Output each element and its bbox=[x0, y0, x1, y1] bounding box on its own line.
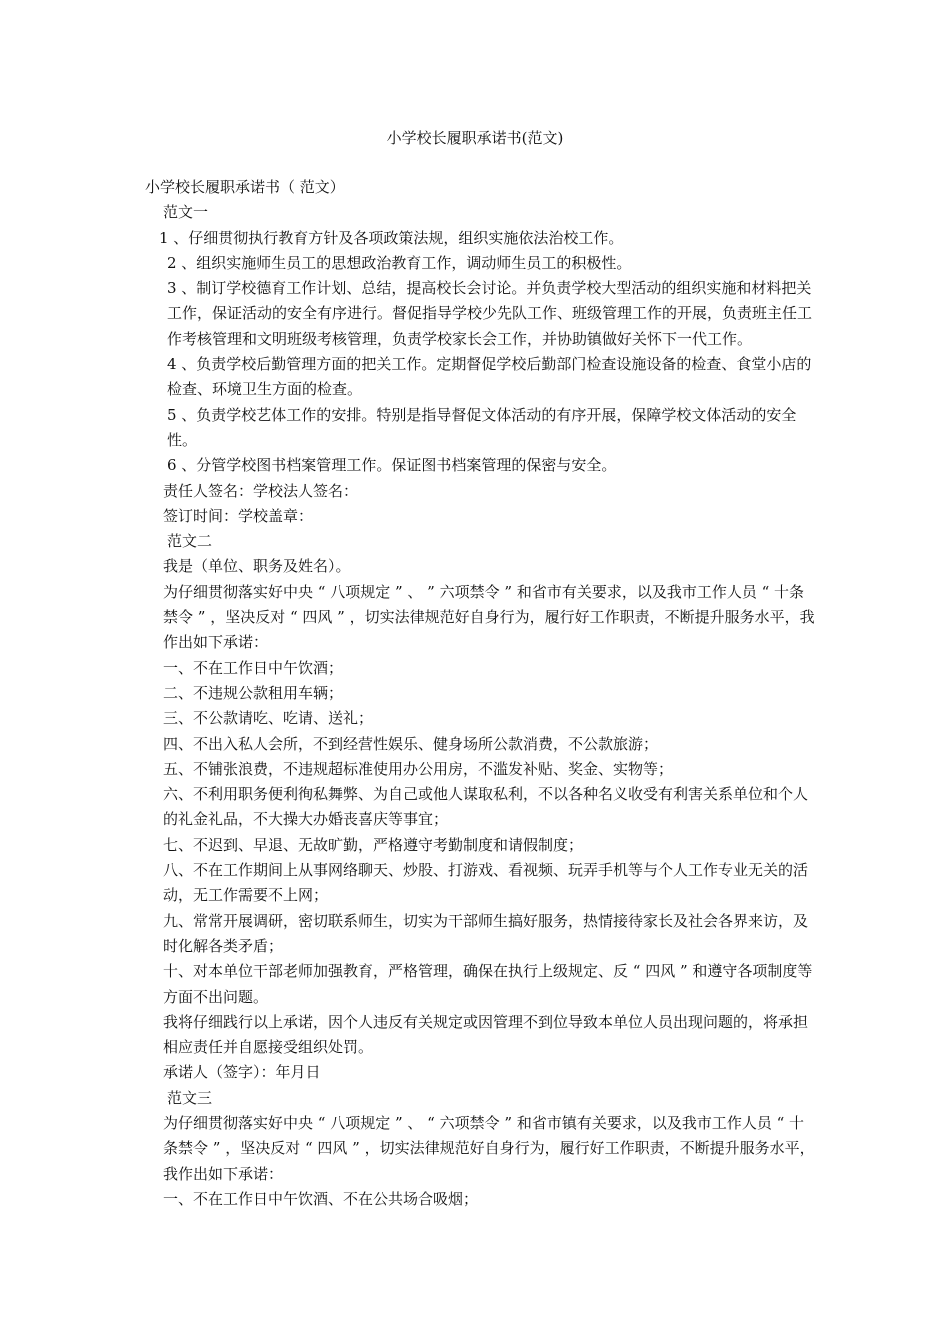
list-item: 八、不在工作期间上从事网络聊天、炒股、打游戏、看视频、玩弄手机等与个人工作专业无关的活动，无工作需要不上网； bbox=[163, 861, 809, 905]
list-item: 六、不利用职务便利徇私舞弊、为自己或他人谋取私利，不以各种名义收受有利害关系单位和个人的礼金礼品，不大操大办婚丧喜庆等事宜； bbox=[163, 785, 809, 829]
signature-line: 承诺人（签字）：年月日 bbox=[163, 1063, 321, 1082]
section-heading-1: 范文一 bbox=[163, 203, 209, 222]
section-heading-2: 范文二 bbox=[167, 532, 213, 551]
section-heading-3: 范文三 bbox=[167, 1088, 213, 1107]
list-item: 九、常常开展调研，密切联系师生，切实为干部师生搞好服务，热情接待家长及社会各界来访，及时化解各类矛盾； bbox=[163, 911, 809, 955]
paragraph: 为仔细贯彻落实好中央 “ 八项规定 ” 、 ” 六项禁令 ” 和省市有关要求，以及我市工作人员 “ 十条禁令 ” ，坚决反对 “ 四风 ” ，切实法律规范好自身行为，履行好工作职责，不断提升服务水平，我作出如下承诺： bbox=[163, 582, 815, 652]
paragraph: 为仔细贯彻落实好中央 “ 八项规定 ” 、 “ 六项禁令 ” 和省市镇有关要求，以及我市工作人员 “ 十条禁令 ” ，坚决反对 “ 四风 ” ，切实法律规范好自身行为，履行好工作职责，不断提升服务水平，我作出如下承诺： bbox=[163, 1113, 815, 1183]
list-item: 一、不在工作日中午饮酒； bbox=[163, 658, 344, 677]
paragraph: 2 、组织实施师生员工的思想政治教育工作，调动师生员工的积极性。 bbox=[167, 253, 632, 272]
document-title: 小学校长履职承诺书(范文) bbox=[386, 129, 564, 147]
list-item: 二、不违规公款租用车辆； bbox=[163, 683, 344, 702]
list-item: 七、不迟到、早退、无故旷勤，严格遵守考勤制度和请假制度； bbox=[163, 835, 584, 854]
paragraph: 我是（单位、职务及姓名）。 bbox=[163, 557, 351, 576]
document-body bbox=[145, 175, 815, 1212]
paragraph: 4 、负责学校后勤管理方面的把关工作。定期督促学校后勤部门检查设施设备的检查、食堂小店的检查、环境卫生方面的检查。 bbox=[167, 355, 812, 399]
paragraph: 3 、制订学校德育工作计划、总结，提高校长会讨论。并负责学校大型活动的组织实施和材料把关工作，保证活动的安全有序进行。督促指导学校少先队工作、班级管理工作的开展，负责班主任工作考核管理和文明班级考核管理，负责学校家长会工作，并协助镇做好关怀下一代工作。 bbox=[167, 279, 813, 348]
paragraph: 我将仔细践行以上承诺，因个人违反有关规定或因管理不到位导致本单位人员出现问题的，将承担相应责任并自愿接受组织处罚。 bbox=[163, 1012, 809, 1057]
heading-paragraph: 小学校长履职承诺书（ 范文） bbox=[145, 178, 345, 196]
paragraph: 6 、分管学校图书档案管理工作。保证图书档案管理的保密与安全。 bbox=[167, 456, 617, 475]
list-item: 三、不公款请吃、吃请、送礼； bbox=[163, 709, 374, 728]
signature-line: 责任人签名：学校法人签名： bbox=[163, 481, 359, 500]
paragraph: 1 、仔细贯彻执行教育方针及各项政策法规，组织实施依法治校工作。 bbox=[159, 228, 624, 247]
list-item: 五、不铺张浪费，不违规超标准使用办公用房，不滥发补贴、奖金、实物等； bbox=[163, 759, 674, 778]
date-line: 签订时间：学校盖章： bbox=[163, 506, 314, 525]
list-item: 十、对本单位干部老师加强教育，严格管理，确保在执行上级规定、反 “ 四风 ” 和遵守各项制度等方面不出问题。 bbox=[163, 962, 813, 1006]
list-item: 四、不出入私人会所，不到经营性娱乐、健身场所公款消费，不公款旅游； bbox=[163, 734, 659, 753]
list-item: 一、不在工作日中午饮酒、不在公共场合吸烟； bbox=[163, 1189, 479, 1208]
paragraph: 5 、负责学校艺体工作的安排。特别是指导督促文体活动的有序开展，保障学校文体活动的安全性。 bbox=[167, 405, 797, 449]
